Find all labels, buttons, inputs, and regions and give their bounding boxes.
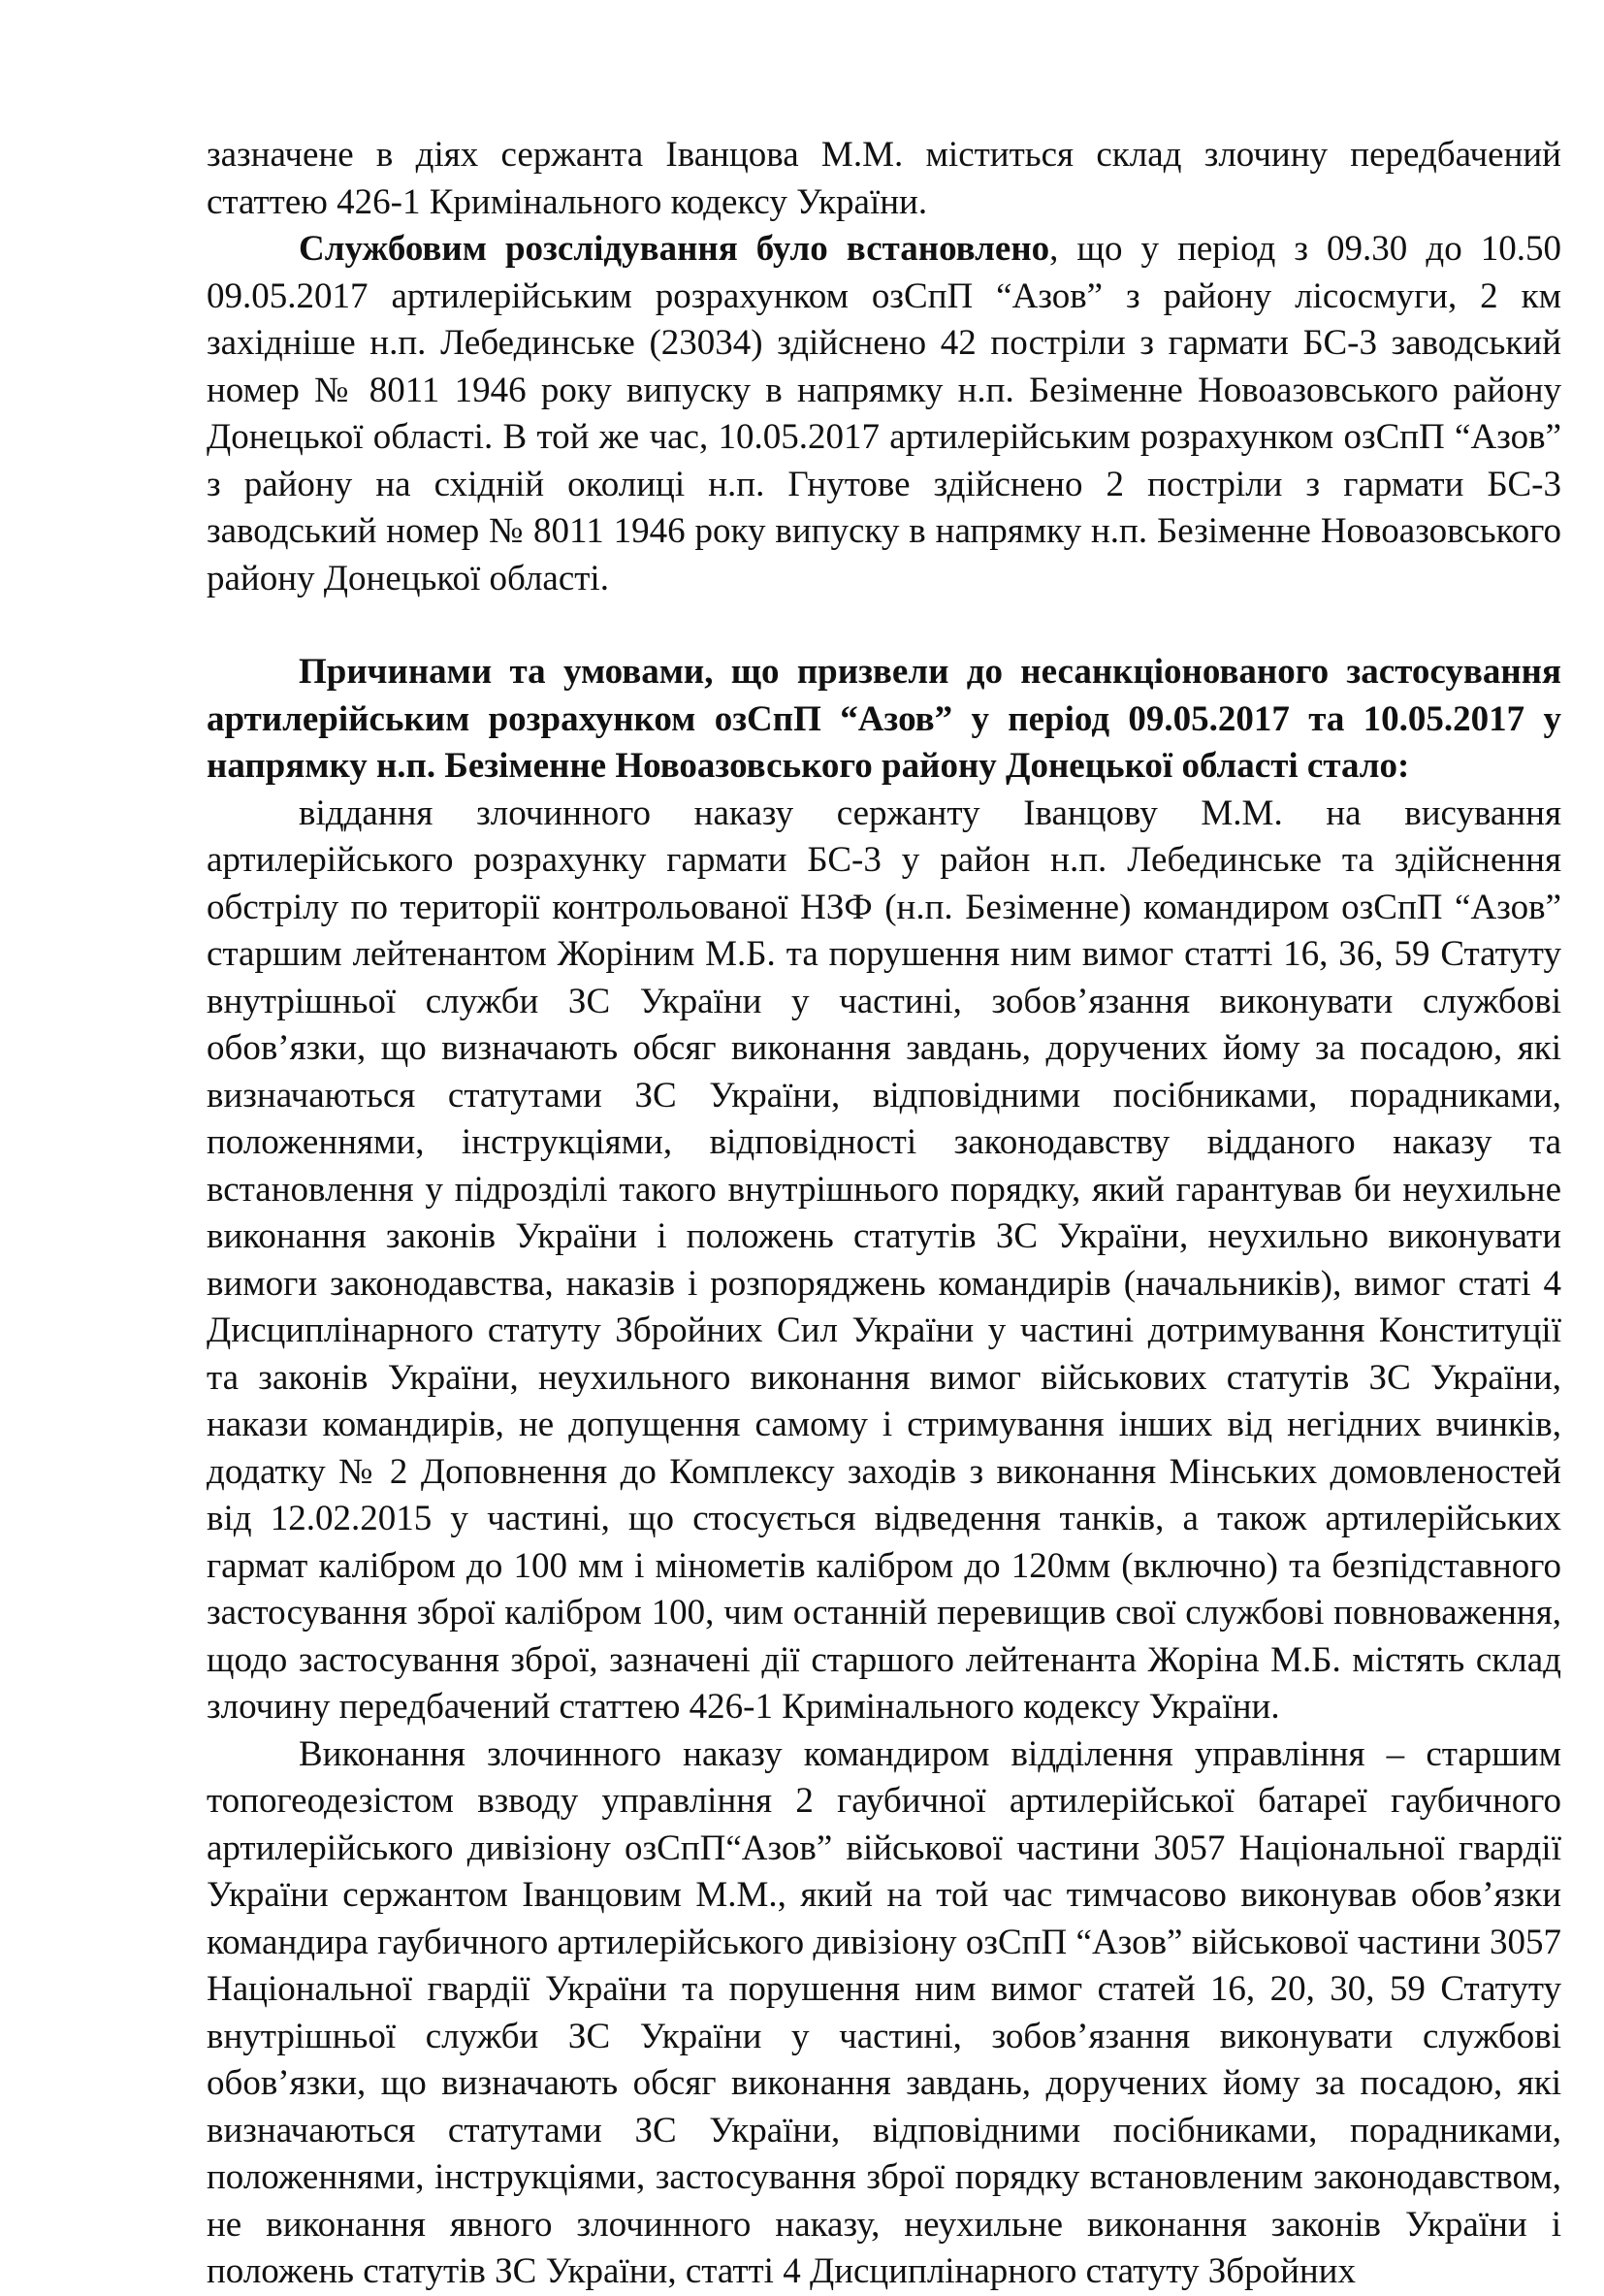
paragraph-conclusion-ivantsov (207, 132, 1561, 226)
paragraph-lead: Причинами та умовами, що призвели до несанкціонованого застосування артилерійським розрахунком озСпП “Азов” у період 09.05.2017 та 10.05.2017 у напрямку н.п. Безіменне Новоазовського району Донецької області стало: (207, 652, 1561, 786)
document-body (207, 132, 1561, 2296)
paragraph-investigation-findings (207, 226, 1561, 602)
paragraph-lead: Службовим розслідування було встановлено (299, 229, 1050, 269)
paragraph-text: зазначене в діях сержанта Іванцова М.М. міститься склад злочину передбачений статтею 426-1 Кримінального кодексу України. (207, 135, 1561, 222)
paragraph-causes-heading (207, 649, 1561, 791)
paragraph-text: , що у період з 09.30 до 10.50 09.05.2017 артилерійським розрахунком озСпП “Азов” з району лісосмуги, 2 км західніше н.п. Лебединське (23034) здійснено 42 постріли з гармати БС-3 заводський номер № 8011 1946 року випуску в напрямку н.п. Безіменне Новоазовського району Донецької області. В той же час, 10.05.2017 артилерійським розрахунком озСпП “Азов” з району на східній околиці н.п. Гнутове здійснено 2 постріли з гармати БС-3 заводський номер № 8011 1946 року випуску в напрямку н.п. Безіменне Новоазовського району Донецької області. (207, 229, 1561, 598)
paragraph-text: Виконання злочинного наказу командиром відділення управління – старшим топогеодезістом взводу управління 2 гаубичної артилерійської батареї гаубичного артилерійського дивізіону озСпП“Азов” військової частини 3057 Національної гвардії України сержантом Іванцовим М.М., який на той час тимчасово виконував обов’язки командира гаубичного артилерійського дивізіону озСпП “Азов” військової частини 3057 Національної гвардії України та порушення ним вимог статей 16, 20, 30, 59 Статуту внутрішньої служби ЗС України у частині, зобов’язання виконувати службові обов’язки, що визначають обсяг виконання завдань, доручених йому за посадою, які визначаються статутами ЗС України, відповідними посібниками, порадниками, положеннями, інструкціями, застосування зброї порядку встановленим законодавством, не виконання явного злочинного наказу, неухильне виконання законів України і положень статутів ЗС України, статті 4 Дисциплінарного статуту Збройних (207, 1733, 1561, 2291)
paragraph-criminal-order (207, 791, 1561, 1731)
paragraph-order-execution (207, 1731, 1561, 2296)
paragraph-text: віддання злочинного наказу сержанту Іванцову М.М. на висування артилерійського розрахунку гармати БС-3 у район н.п. Лебединське та здійснення обстрілу по території контрольованої НЗФ (н.п. Безіменне) командиром озСпП “Азов” старшим лейтенантом Жоріним М.Б. та порушення ним вимог статті 16, 36, 59 Статуту внутрішньої служби ЗС України у частині, зобов’язання виконувати службові обов’язки, що визначають обсяг виконання завдань, доручених йому за посадою, які визначаються статутами ЗС України, відповідними посібниками, порадниками, положеннями, інструкціями, відповідності законодавству відданого наказу та встановлення у підрозділі такого внутрішнього порядку, який гарантував би неухильне виконання законів України і положень статутів ЗС України, неухильно виконувати вимоги законодавства, наказів і розпоряджень командирів (начальників), вимог статі 4 Дисциплінарного статуту Збройних Сил України у частині дотримування Конституції та законів України, неухильного виконання вимог військових статутів ЗС України, накази командирів, не допущення самому і стримування інших від негідних вчинків, додатку № 2 Доповнення до Комплексу заходів з виконання Мінських домовленостей від 12.02.2015 у частині, що стосується відведення танків, а також артилерійських гармат калібром до 100 мм і мінометів калібром до 120мм (включно) та безпідставного застосування зброї калібром 100, чим останній перевищив свої службові повноваження, щодо застосування зброї, зазначені дії старшого лейтенанта Жоріна М.Б. містять склад злочину передбачений статтею 426-1 Кримінального кодексу України. (207, 792, 1561, 1727)
